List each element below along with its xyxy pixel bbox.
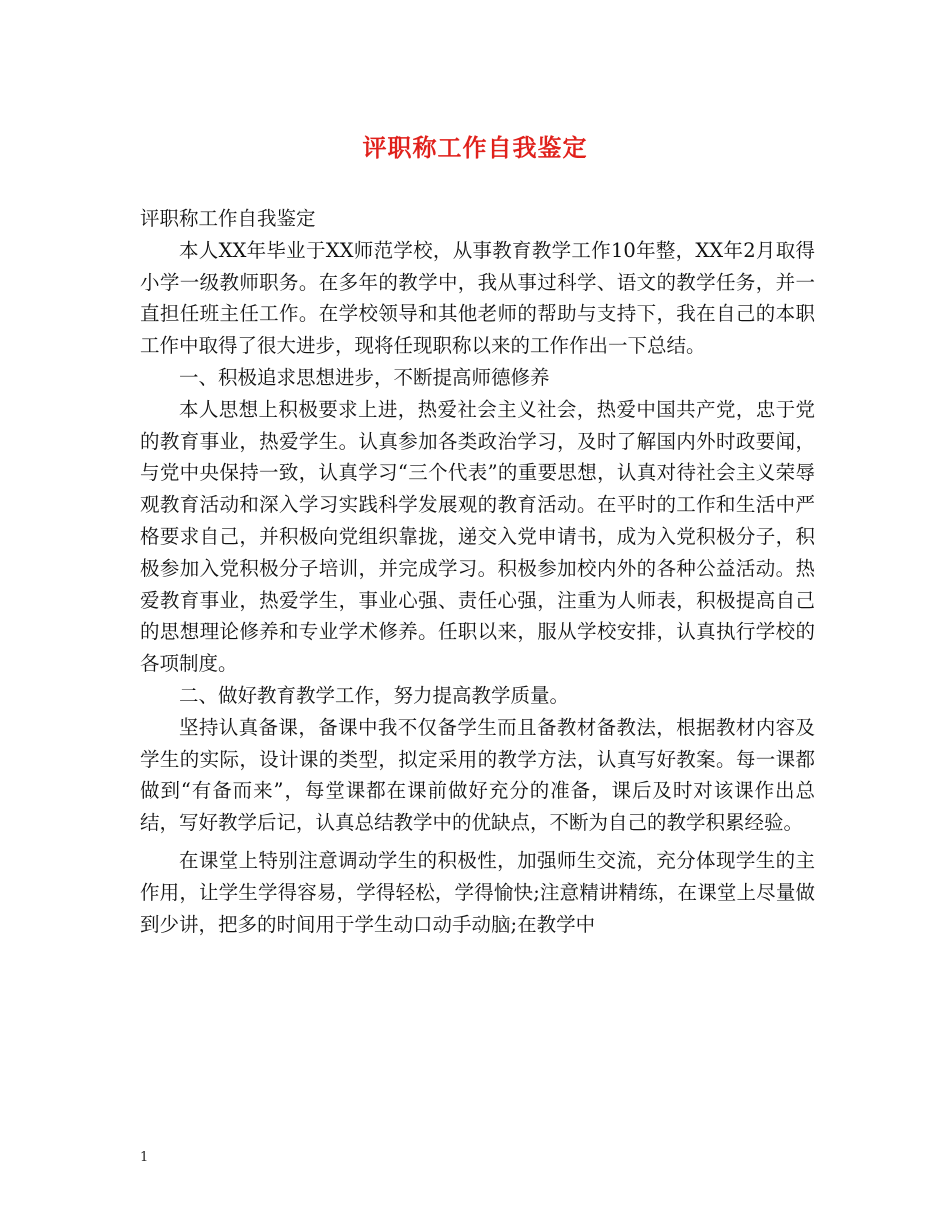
document-body bbox=[140, 203, 815, 940]
paragraph-section-1: 本人思想上积极要求上进，热爱社会主义社会，热爱中国共产党，忠于党的教育事业，热爱学生。认真参加各类政治学习，及时了解国内外时政要闻，与党中央保持一致，认真学习“三个代表”的重要思想，认真对待社会主义荣辱观教育活动和深入学习实践科学发展观的教育活动。在平时的工作和生活中严格要求自己，并积极向党组织靠拢，递交入党申请书，成为入党积极分子，积极参加入党积极分子培训，并完成学习。积极参加校内外的各种公益活动。热爱教育事业，热爱学生，事业心强、责任心强，注重为人师表，积极提高自己的思想理论修养和专业学术修养。任职以来，服从学校安排，认真执行学校的各项制度。 bbox=[140, 397, 815, 676]
section-heading-2: 二、做好教育教学工作，努力提高教学质量。 bbox=[179, 683, 570, 707]
paragraph-preparation: 坚持认真备课，备课中我不仅备学生而且备教材备教法，根据教材内容及学生的实际，设计课的类型，拟定采用的教学方法，认真写好教案。每一课都做到“有备而来”，每堂课都在课前做好充分的准备，课后及时对该课作出总结，写好教学后记，认真总结教学中的优缺点，不断为自己的教学积累经验。 bbox=[140, 715, 815, 835]
paragraph-intro: 本人XX年毕业于XX师范学校，从事教育教学工作10年整，XX年2月取得小学一级教师职务。在多年的教学中，我从事过科学、语文的教学任务，并一直担任班主任工作。在学校领导和其他老师的帮助与支持下，我在自己的本职工作中取得了很大进步，现将任现职称以来的工作作出一下总结。 bbox=[140, 238, 815, 358]
document-title: 评职称工作自我鉴定 bbox=[362, 133, 588, 162]
body-heading: 评职称工作自我鉴定 bbox=[140, 207, 316, 230]
page-number: 1 bbox=[140, 1150, 149, 1165]
section-heading-1: 一、积极追求思想进步，不断提高师德修养 bbox=[179, 365, 550, 389]
paragraph-classroom: 在课堂上特别注意调动学生的积极性，加强师生交流，充分体现学生的主作用，让学生学得容易，学得轻松，学得愉快;注意精讲精练，在课堂上尽量做到少讲，把多的时间用于学生动口动手动脑;在教学中 bbox=[140, 848, 815, 936]
